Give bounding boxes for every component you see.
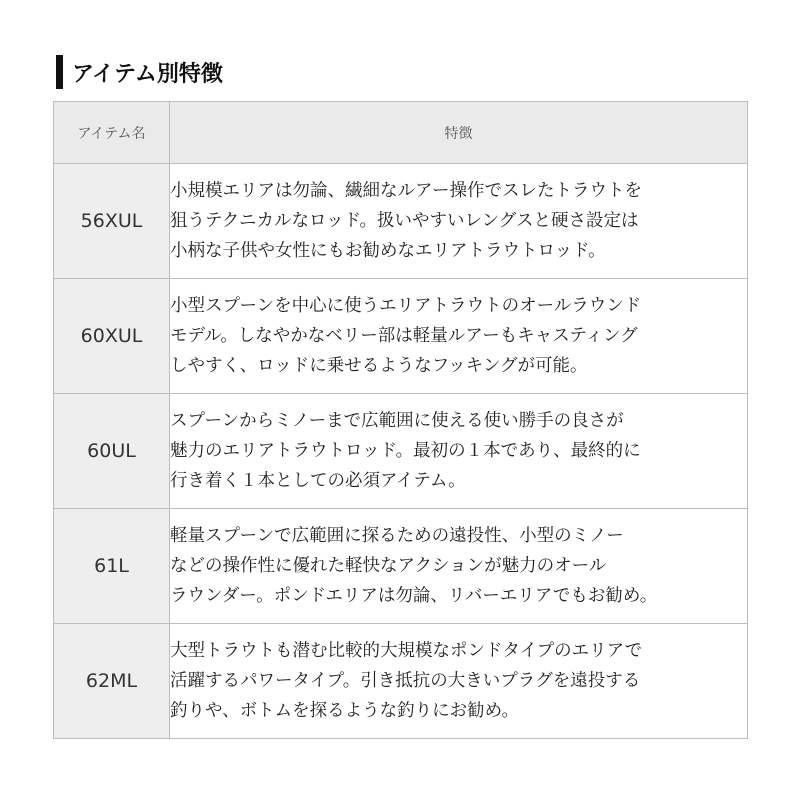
item-name-cell: 56XUL xyxy=(54,164,170,279)
feature-line: ラウンダー。ポンドエリアは勿論、リバーエリアでもお勧め。 xyxy=(170,586,658,606)
feature-cell xyxy=(170,164,748,279)
table-row xyxy=(54,394,748,509)
feature-line: 活躍するパワータイプ。引き抵抗の大きいプラグを遠投する xyxy=(170,671,641,691)
table-row xyxy=(54,509,748,624)
column-header-feature: 特徴 xyxy=(170,102,748,164)
column-header-item-name: アイテム名 xyxy=(54,102,170,164)
table-row xyxy=(54,624,748,739)
feature-line: 釣りや、ボトムを探るような釣りにお勧め。 xyxy=(170,701,519,721)
item-name-cell: 60UL xyxy=(54,394,170,509)
feature-cell xyxy=(170,509,748,624)
feature-line: しやすく、ロッドに乗せるようなフッキングが可能。 xyxy=(170,356,588,376)
table-header-row xyxy=(54,102,748,164)
item-features-table xyxy=(53,101,748,739)
feature-line: モデル。しなやかなベリー部は軽量ルアーもキャスティング xyxy=(170,326,638,346)
item-name-cell: 62ML xyxy=(54,624,170,739)
item-name-cell: 60XUL xyxy=(54,279,170,394)
feature-line: 行き着く１本としての必須アイテム。 xyxy=(170,471,466,491)
feature-cell xyxy=(170,394,748,509)
feature-line: 小規模エリアは勿論、繊細なルアー操作でスレたトラウトを xyxy=(170,181,642,201)
feature-cell xyxy=(170,279,748,394)
section-title: アイテム別特徴 xyxy=(72,61,223,87)
feature-line: 軽量スプーンで広範囲に探るための遠投性、小型のミノー xyxy=(170,526,624,546)
feature-line: 大型トラウトも潜む比較的大規模なポンドタイプのエリアで xyxy=(170,641,643,661)
feature-line: スプーンからミノーまで広範囲に使える使い勝手の良さが xyxy=(170,411,624,431)
feature-cell xyxy=(170,624,748,739)
table-row xyxy=(54,279,748,394)
feature-line: 小型スプーンを中心に使うエリアトラウトのオールラウンド xyxy=(170,296,642,316)
heading-accent-bar xyxy=(56,55,63,89)
section-heading xyxy=(56,54,223,90)
feature-line: 小柄な子供や女性にもお勧めなエリアトラウトロッド。 xyxy=(170,241,606,261)
feature-line: 魅力のエリアトラウトロッド。最初の１本であり、最終的に xyxy=(170,441,641,461)
feature-line: 狙うテクニカルなロッド。扱いやすいレングスと硬さ設定は xyxy=(170,211,639,231)
item-name-cell: 61L xyxy=(54,509,170,624)
table-row xyxy=(54,164,748,279)
feature-line: などの操作性に優れた軽快なアクションが魅力のオール xyxy=(170,556,607,576)
